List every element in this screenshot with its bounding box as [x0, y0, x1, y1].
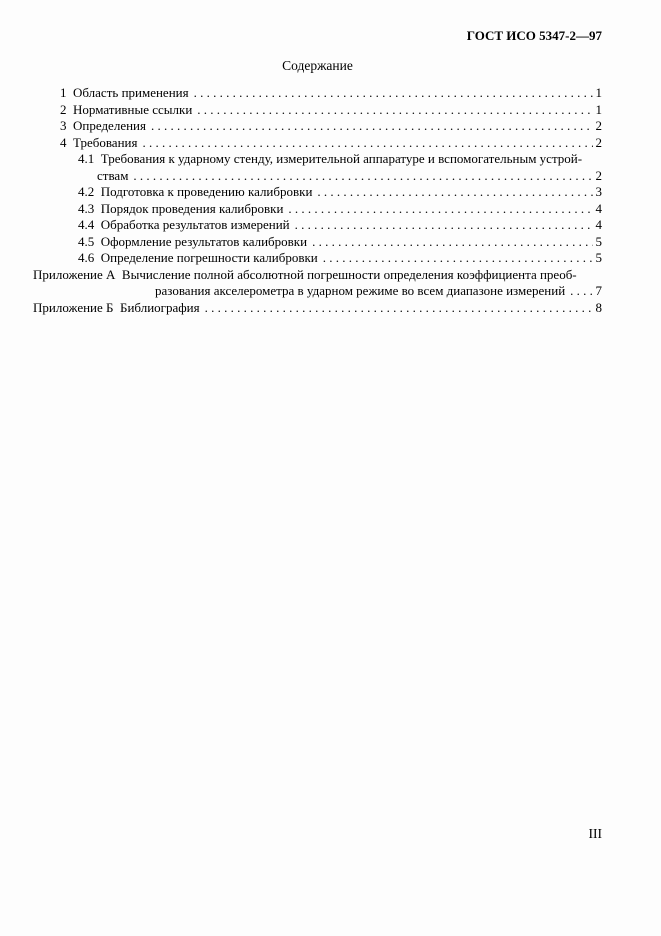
toc-entry-text: Приложение А Вычисление полной абсолютной погрешности определения коэффициента преоб-: [33, 266, 577, 282]
toc-dot-leader: [570, 283, 592, 300]
toc-entry-page: 8: [595, 299, 602, 315]
toc-line: [33, 184, 602, 201]
toc-line: [33, 135, 602, 152]
toc-dot-leader: [205, 300, 593, 317]
toc-entry-page: 5: [595, 250, 602, 265]
toc-dot-leader: [194, 85, 593, 102]
toc-dot-leader: [317, 184, 592, 201]
toc-dot-leader: [133, 168, 592, 185]
toc-line: [33, 234, 602, 251]
toc-entry-page: 4: [595, 200, 602, 216]
toc-entry-page: 3: [595, 184, 602, 199]
toc-entry-text: разования акселерометра в ударном режиме во всем диапазоне измерений: [155, 283, 566, 298]
toc-entry-page: 5: [595, 233, 602, 249]
toc-entry-text: 4.6 Определение погрешности калибровки: [78, 250, 318, 265]
document-number-header: ГОСТ ИСО 5347-2—97: [466, 28, 602, 43]
toc-entry-text: 4.4 Обработка результатов измерений: [78, 217, 290, 232]
toc-line: [33, 168, 602, 185]
toc-line: [33, 217, 602, 234]
toc-dot-leader: [312, 234, 592, 251]
toc-dot-leader: [151, 118, 593, 135]
document-page: [0, 0, 661, 316]
toc-entry-text: 4.2 Подготовка к проведению калибровки: [78, 184, 313, 199]
toc-entry-text: 3 Определения: [60, 118, 146, 133]
toc-line: [33, 118, 602, 135]
toc-entry-text: Приложение Б Библиография: [33, 299, 200, 315]
toc-line: [33, 300, 602, 317]
toc-entry-text: 4.3 Порядок проведения калибровки: [78, 200, 284, 216]
toc-entry-text: 1 Область применения: [60, 85, 189, 100]
toc-entry-page: 7: [595, 283, 602, 298]
toc-entry-page: 1: [595, 85, 602, 100]
toc-line: [33, 102, 602, 119]
toc-entry-text: 4 Требования: [60, 134, 138, 150]
toc-dot-leader: [323, 250, 593, 267]
toc-line: [33, 151, 602, 168]
toc-line: [33, 85, 602, 102]
table-of-contents: [33, 85, 602, 316]
toc-entry-text: 2 Нормативные ссылки: [60, 101, 193, 117]
toc-dot-leader: [288, 201, 592, 218]
toc-entry-page: 4: [595, 217, 602, 232]
toc-dot-leader: [295, 217, 593, 234]
page-title: Содержание: [282, 58, 353, 73]
toc-dot-leader: [142, 135, 592, 152]
toc-line: [33, 267, 602, 284]
toc-entry-text: 4.1 Требования к ударному стенду, измерительной аппаратуре и вспомогательным устрой-: [78, 151, 583, 166]
toc-entry-page: 2: [595, 134, 602, 150]
toc-dot-leader: [197, 102, 592, 119]
toc-entry-page: 2: [595, 118, 602, 133]
toc-entry-page: 2: [595, 167, 602, 183]
toc-line: [33, 201, 602, 218]
toc-line: [33, 283, 602, 300]
toc-entry-text: 4.5 Оформление результатов калибровки: [78, 233, 308, 249]
folio-page-number: III: [588, 826, 602, 841]
toc-entry-text: ствам: [97, 167, 129, 183]
toc-line: [33, 250, 602, 267]
toc-entry-page: 1: [595, 101, 602, 117]
